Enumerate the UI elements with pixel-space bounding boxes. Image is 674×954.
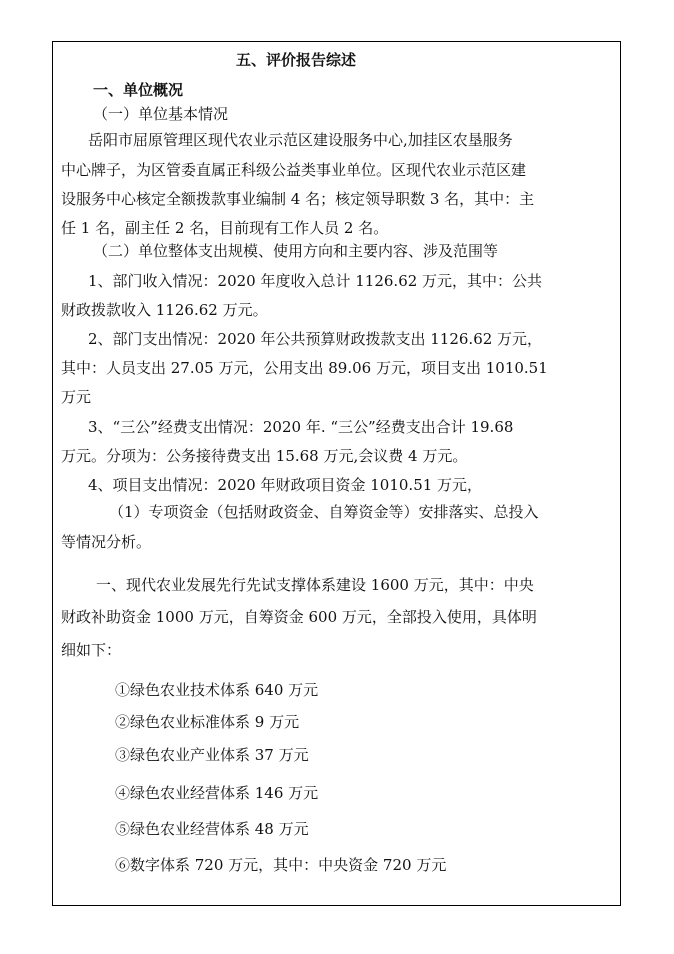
paragraph-line: 中心牌子，为区管委直属正科级公益类事业单位。区现代农业示范区建 [61, 161, 527, 179]
list-item: ④绿色农业经营体系 146 万元 [115, 784, 319, 802]
paragraph-line: （1）专项资金（包括财政资金、自筹资金等）安排落实、总投入 [109, 503, 539, 521]
paragraph-line: 财政拨款收入 1126.62 万元。 [61, 301, 268, 319]
list-item: ③绿色农业产业体系 37 万元 [115, 746, 309, 764]
paragraph-line: 设服务中心核定全额拨款事业编制 4 名；核定领导职数 3 名，其中：主 [61, 190, 535, 208]
list-item: ②绿色农业标准体系 9 万元 [115, 713, 300, 731]
list-item: ①绿色农业技术体系 640 万元 [115, 681, 319, 699]
paragraph-line: 岳阳市屈原管理区现代农业示范区建设服务中心,加挂区农垦服务 [88, 131, 513, 149]
paragraph-line: 任 1 名，副主任 2 名，目前现有工作人员 2 名。 [61, 219, 389, 237]
list-item: ⑥数字体系 720 万元，其中：中央资金 720 万元 [115, 856, 447, 874]
subheading-basic-info: （一）单位基本情况 [93, 105, 229, 123]
paragraph-line: 其中：人员支出 27.05 万元，公用支出 89.06 万元，项目支出 1010.51 [61, 359, 548, 377]
paragraph-line: 1、部门收入情况：2020 年度收入总计 1126.62 万元，其中：公共 [88, 272, 543, 290]
paragraph-line: 财政补助资金 1000 万元，自筹资金 600 万元，全部投入使用，具体明 [61, 608, 537, 626]
paragraph-line: 2、部门支出情况：2020 年公共预算财政拨款支出 1126.62 万元， [88, 330, 543, 348]
paragraph-line: 3、“三公”经费支出情况：2020 年. “三公”经费支出合计 19.68 [88, 418, 514, 436]
list-item: ⑤绿色农业经营体系 48 万元 [115, 820, 309, 838]
report-title: 五、评价报告综述 [236, 51, 357, 69]
paragraph-line: 4、项目支出情况：2020 年财政项目资金 1010.51 万元， [88, 476, 483, 494]
section-heading-unit-overview: 一、单位概况 [93, 81, 184, 99]
paragraph-line: 一、现代农业发展先行先试支撑体系建设 1600 万元，其中：中央 [96, 576, 534, 594]
subheading-expenditure-scope: （二）单位整体支出规模、使用方向和主要内容、涉及范围等 [93, 242, 499, 260]
paragraph-line: 等情况分析。 [61, 533, 152, 551]
paragraph-line: 细如下： [61, 641, 122, 659]
paragraph-line: 万元 [61, 388, 92, 406]
paragraph-line: 万元。分项为：公务接待费支出 15.68 万元,会议费 4 万元。 [61, 447, 468, 465]
